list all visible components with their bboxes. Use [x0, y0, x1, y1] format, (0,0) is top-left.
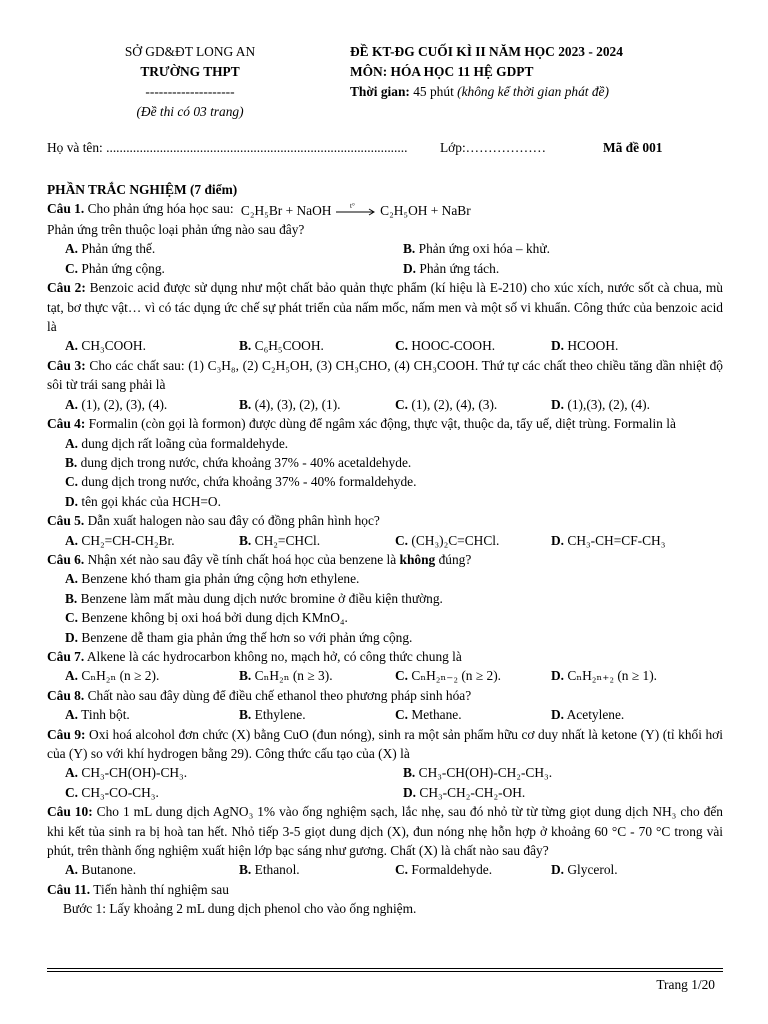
subject-title: MÔN: HÓA HỌC 11 HỆ GDPT [350, 64, 534, 79]
option-letter: B. [239, 338, 252, 354]
option-text: HCOOH. [567, 338, 619, 354]
option-letter: C. [395, 668, 409, 684]
student-info-line [47, 140, 727, 160]
option-letter: A. [65, 241, 79, 257]
option-letter: A. [65, 765, 79, 781]
q-label: Câu 7. [47, 648, 85, 664]
q-text: Cho 1 mL dung dịch AgNO₃ 1% vào ống nghiệm sạch, lắc nhẹ, sau đó nhỏ từ từ từng giọt dung dịch NH₃ cho đến khi kết tủa sinh ra bị hoà tan hết. Nhỏ tiếp 3-5 giọt dung dịch (X), đun nóng nhẹ hỗn hợp ở khoảng 60 °C - 70 °C trong vài phút, trên thành ống nghiệm xuất hiện lớp bạc sáng như gương. Chất (X) là chất nào sau đây? [47, 804, 724, 859]
q-label: Câu 5. [47, 513, 85, 529]
option-text: CₙH₂ₙ₊₂ (n ≥ 1). [567, 668, 658, 684]
question-8 [47, 686, 723, 705]
option-text: CₙH₂ₙ (n ≥ 3). [254, 668, 333, 684]
options-row [47, 395, 723, 414]
option-d[interactable] [551, 705, 723, 724]
time-line [350, 82, 750, 102]
section-title: PHẦN TRẮC NGHIỆM (7 điểm) [47, 182, 238, 197]
option-a[interactable] [47, 666, 239, 685]
option-text: CH₃-CH(OH)-CH₃. [81, 765, 188, 781]
option-text: Phản ứng thế. [81, 241, 156, 257]
option-d[interactable] [551, 531, 723, 550]
q-text: Cho phản ứng hóa học sau: [84, 201, 237, 217]
q-text: Oxi hoá alcohol đơn chức (X) bằng CuO (đun nóng), sinh ra một sản phẩm hữu cơ duy nhất là ketone (Y) (tỉ khối hơi của (Y) so với khí hydrogen bằng 29). Công thức cấu tạo của (X) là [47, 726, 723, 761]
class-field: Lớp:……………… [440, 140, 547, 155]
option-text: Phản ứng oxi hóa – khử. [418, 241, 550, 257]
option-letter: B. [239, 707, 252, 723]
option-text: (1), (2), (4), (3). [411, 396, 498, 412]
option-c[interactable] [395, 705, 551, 724]
option-text: Phản ứng cộng. [81, 260, 165, 276]
option-letter: A. [65, 435, 79, 451]
option-text: Phản ứng tách. [419, 260, 500, 276]
option-b[interactable] [47, 589, 723, 608]
option-a[interactable] [47, 705, 239, 724]
eq-left: C₂H₅Br + NaOH [240, 202, 332, 218]
option-letter: C. [65, 474, 79, 490]
option-text: CH₂=CH-CH₂Br. [81, 532, 175, 548]
option-text: Ethylene. [254, 707, 306, 723]
option-letter: D. [551, 532, 565, 548]
option-text: CₙH₂ₙ₋₂ (n ≥ 2). [411, 668, 502, 684]
q-text: Alkene là các hydrocarbon không no, mạch hở, có công thức chung là [84, 648, 462, 664]
option-text: CₙH₂ₙ (n ≥ 2). [81, 668, 160, 684]
option-text: Formaldehyde. [411, 862, 493, 878]
option-c[interactable] [395, 860, 551, 879]
option-a[interactable] [47, 531, 239, 550]
option-a[interactable] [47, 763, 403, 782]
option-a[interactable] [47, 434, 723, 453]
option-d[interactable] [551, 336, 723, 355]
option-letter: C. [65, 610, 79, 626]
option-letter: B. [403, 241, 416, 257]
option-text: Methane. [411, 707, 462, 723]
options-row [47, 860, 723, 879]
eq-right: C₂H₅OH + NaBr [380, 202, 471, 218]
q-text: Dẫn xuất halogen nào sau đây có đồng phân hình học? [84, 513, 380, 529]
time-value: 45 phút [409, 84, 458, 99]
option-text: tên gọi khác của HCH=O. [81, 493, 221, 509]
pages-note: (Đề thi có 03 trang) [136, 104, 244, 119]
option-a[interactable] [47, 860, 239, 879]
question-7 [47, 647, 723, 666]
school-name: TRƯỜNG THPT [140, 64, 240, 79]
option-letter: A. [65, 396, 79, 412]
option-c[interactable] [395, 666, 551, 685]
header-right [350, 42, 750, 102]
page-number: Trang 1/20 [656, 977, 715, 992]
option-letter: C. [395, 532, 409, 548]
q-text: Benzoic acid được sử dụng như một chất bảo quản thực phẩm (kí hiệu là E-210) cho xúc xích, nước sốt cà chua, mù tạt, bơ thực vật… vì có tác dụng ức chế sự phát triển của nấm mốc, nấm men và một số vi khuẩn. Công thức của benzoic acid là [47, 280, 723, 335]
option-a[interactable] [47, 395, 239, 414]
q-stem: Phản ứng trên thuộc loại phản ứng nào sau đây? [47, 222, 305, 238]
option-letter: C. [65, 260, 79, 276]
question-4 [47, 414, 723, 433]
exam-content [47, 180, 723, 919]
option-c[interactable] [395, 531, 551, 550]
option-text: Acetylene. [566, 707, 625, 723]
option-text: Benzene không bị oxi hoá bởi dung dịch KMnO₄. [81, 610, 348, 626]
option-letter: B. [65, 454, 78, 470]
option-d[interactable] [47, 492, 723, 511]
option-letter: A. [65, 571, 79, 587]
option-text: dung dịch rất loãng của formaldehyde. [81, 435, 289, 451]
option-text: CH₂=CHCl. [254, 532, 321, 548]
experiment-step-1: Bước 1: Lấy khoảng 2 mL dung dịch phenol cho vào ống nghiệm. [63, 901, 417, 917]
option-a[interactable] [47, 239, 403, 258]
option-letter: A. [65, 338, 79, 354]
q-label: Câu 3: [47, 357, 86, 373]
option-text: Glycerol. [567, 862, 618, 878]
option-text: (CH₃)₂C=CHCl. [411, 532, 500, 548]
option-letter: B. [239, 532, 252, 548]
options-row [47, 239, 723, 258]
option-text: HOOC-COOH. [411, 338, 496, 354]
option-b[interactable] [403, 239, 723, 258]
option-letter: D. [551, 338, 565, 354]
question-1 [47, 199, 723, 220]
option-letter: C. [395, 707, 409, 723]
q-label: Câu 11. [47, 881, 91, 897]
option-d[interactable] [551, 860, 723, 879]
question-5 [47, 511, 723, 530]
option-letter: B. [65, 590, 78, 606]
options-row [47, 783, 723, 802]
option-b[interactable] [239, 336, 395, 355]
option-b[interactable] [239, 666, 395, 685]
exam-code: Mã đề 001 [603, 140, 663, 155]
option-letter: D. [551, 707, 565, 723]
option-letter: C. [395, 862, 409, 878]
option-c[interactable] [395, 395, 551, 414]
option-text: CH₃-CO-CH₃. [81, 784, 159, 800]
option-d[interactable] [403, 783, 723, 802]
header-left [80, 42, 300, 122]
q-text: Cho các chất sau: (1) C₃H₈, (2) C₂H₅OH, (3) CH₃CHO, (4) CH₃COOH. Thứ tự các chất theo chiều tăng dần nhiệt độ sôi từ trái sang phải là [47, 357, 723, 393]
reaction-arrow-icon [335, 202, 377, 217]
option-text: (4), (3), (2), (1). [254, 396, 341, 412]
option-letter: A. [65, 862, 79, 878]
options-row [47, 763, 723, 782]
option-c[interactable] [395, 336, 551, 355]
option-c[interactable] [47, 608, 723, 627]
option-b[interactable] [239, 395, 395, 414]
options-row [47, 336, 723, 355]
option-letter: B. [239, 396, 252, 412]
q-label: Câu 4: [47, 416, 86, 432]
option-text: (1), (2), (3), (4). [81, 396, 168, 412]
option-text: CH₃-CH₂-CH₂-OH. [419, 784, 526, 800]
exam-title: ĐỀ KT-ĐG CUỐI KÌ II NĂM HỌC 2023 - 2024 [350, 44, 623, 59]
options-row [47, 259, 723, 278]
option-letter: A. [65, 668, 79, 684]
q-text: Formalin (còn gọi là formon) được dùng để ngâm xác động, thực vật, thuộc da, tẩy uế, diệt trùng. Formalin là [85, 416, 676, 432]
option-letter: A. [65, 532, 79, 548]
options-row [47, 705, 723, 724]
option-text: dung dịch trong nước, chứa khoảng 37% - 40% acetaldehyde. [80, 454, 412, 470]
option-letter: D. [551, 862, 565, 878]
option-letter: B. [239, 862, 252, 878]
q-label: Câu 1. [47, 201, 85, 217]
option-b[interactable] [239, 531, 395, 550]
header-dashes: -------------------- [145, 84, 235, 99]
q-label: Câu 9: [47, 726, 86, 742]
options-row [47, 531, 723, 550]
option-letter: D. [403, 784, 417, 800]
question-9 [47, 725, 723, 764]
option-a[interactable] [47, 336, 239, 355]
reaction-equation [241, 201, 471, 220]
time-label: Thời gian: [350, 84, 410, 99]
option-letter: B. [403, 765, 416, 781]
option-c[interactable] [47, 472, 723, 491]
q-label: Câu 8. [47, 687, 85, 703]
q-text: Nhận xét nào sau đây về tính chất hoá học của benzene là [84, 551, 400, 567]
q-label: Câu 10: [47, 804, 93, 820]
q-emphasis: không [399, 551, 436, 567]
footer-divider [47, 971, 723, 972]
option-text: Benzene làm mất màu dung dịch nước bromine ở điều kiện thường. [80, 590, 443, 606]
q-text: Tiến hành thí nghiệm sau [90, 881, 229, 897]
option-a[interactable] [47, 569, 723, 588]
time-note: (không kể thời gian phát đề) [457, 84, 609, 99]
eq-condition: t° [349, 202, 355, 210]
option-text: CH₃-CH(OH)-CH₂-CH₃. [418, 765, 553, 781]
option-letter: B. [239, 668, 252, 684]
question-6 [47, 550, 723, 569]
option-text: Benzene khó tham gia phản ứng cộng hơn ethylene. [81, 571, 360, 587]
option-text: CH₃COOH. [81, 338, 146, 354]
option-letter: A. [65, 707, 79, 723]
option-text: Ethanol. [254, 862, 300, 878]
option-b[interactable] [47, 453, 723, 472]
department-name: SỞ GD&ĐT LONG AN [124, 44, 256, 59]
option-letter: D. [65, 629, 79, 645]
q-label: Câu 2: [47, 280, 86, 296]
option-text: Butanone. [81, 862, 137, 878]
option-letter: D. [551, 396, 565, 412]
question-10 [47, 802, 723, 860]
option-text: CH₃-CH=CF-CH₃ [567, 532, 666, 548]
question-11 [47, 880, 723, 899]
option-d[interactable] [551, 666, 723, 685]
option-text: dung dịch trong nước, chứa khoảng 37% - 40% formaldehyde. [81, 474, 417, 490]
name-field: Họ và tên: .......................................................................................... [47, 140, 408, 155]
q-label: Câu 6. [47, 551, 85, 567]
option-letter: C. [65, 784, 79, 800]
option-c[interactable] [47, 783, 403, 802]
option-d[interactable] [551, 395, 723, 414]
option-text: Tinh bột. [81, 707, 130, 723]
option-text: (1),(3), (2), (4). [567, 396, 650, 412]
q-text-end: đúng? [435, 551, 472, 567]
option-letter: D. [403, 260, 417, 276]
option-letter: C. [395, 338, 409, 354]
option-b[interactable] [239, 705, 395, 724]
option-letter: D. [551, 668, 565, 684]
footer-divider [47, 968, 723, 969]
q-text: Chất nào sau đây dùng để điều chế ethanol theo phương pháp sinh hóa? [84, 687, 472, 703]
option-letter: C. [395, 396, 409, 412]
option-text: Benzene dễ tham gia phản ứng thế hơn so với phản ứng cộng. [81, 629, 413, 645]
options-row [47, 666, 723, 685]
option-letter: D. [65, 493, 79, 509]
option-b[interactable] [403, 763, 723, 782]
option-text: C₆H₅COOH. [254, 338, 324, 354]
question-2 [47, 278, 723, 336]
option-d[interactable] [47, 628, 723, 647]
option-b[interactable] [239, 860, 395, 879]
option-c[interactable] [47, 259, 403, 278]
option-d[interactable] [403, 259, 723, 278]
question-3 [47, 356, 723, 395]
